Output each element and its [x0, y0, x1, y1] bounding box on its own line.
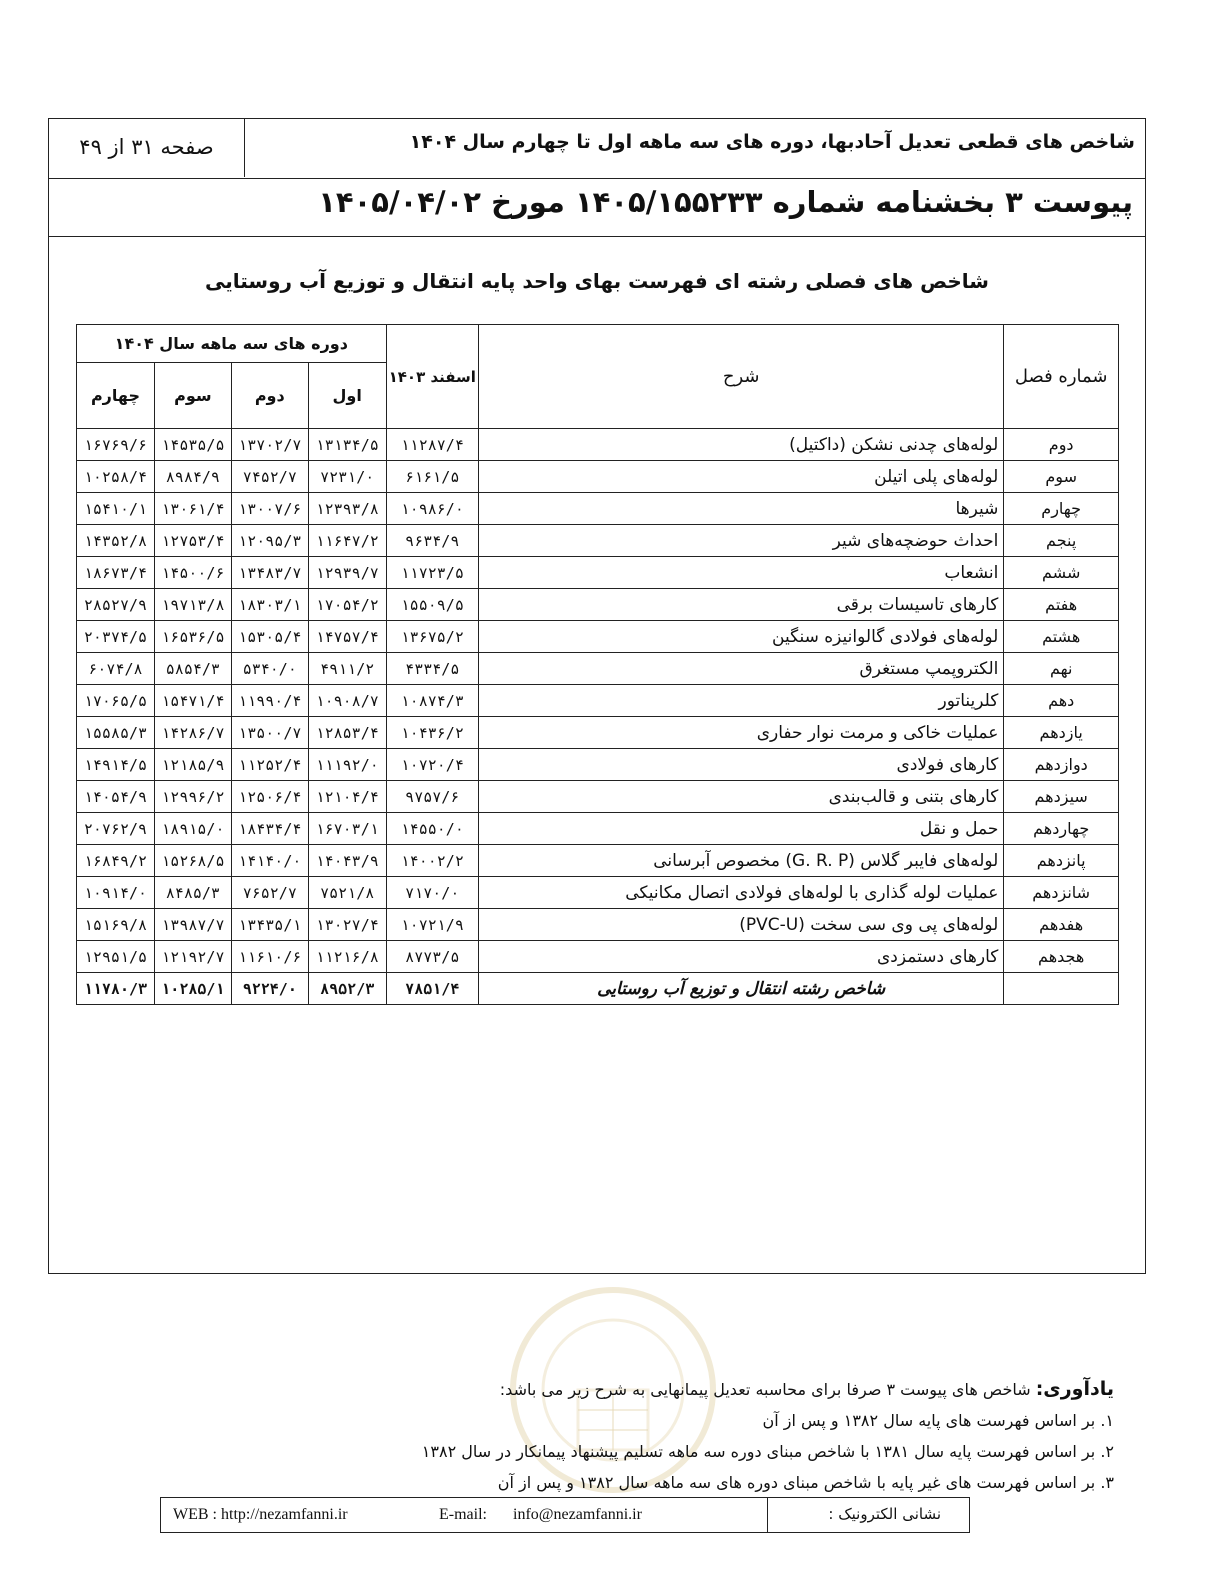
chapter-cell: سیزدهم [1004, 781, 1119, 813]
q3-value-cell: ۱۸۹۱۵/۰ [154, 813, 231, 845]
q3-value-cell: ۱۵۲۶۸/۵ [154, 845, 231, 877]
q4-value-cell: ۱۰۲۵۸/۴ [77, 461, 155, 493]
q2-value-cell: ۱۵۳۰۵/۴ [231, 621, 308, 653]
q3-value-cell: ۱۲۱۸۵/۹ [154, 749, 231, 781]
q2-value-cell: ۱۳۵۰۰/۷ [231, 717, 308, 749]
q1-value-cell: ۱۴۰۴۳/۹ [308, 845, 386, 877]
total-q3-cell: ۱۰۲۸۵/۱ [154, 973, 231, 1005]
base-value-cell: ۹۷۵۷/۶ [386, 781, 478, 813]
base-value-cell: ۱۰۷۲۱/۹ [386, 909, 478, 941]
q3-value-cell: ۵۸۵۴/۳ [154, 653, 231, 685]
description-cell: الکتروپمپ مستغرق [478, 653, 1003, 685]
total-q2-cell: ۹۲۲۴/۰ [231, 973, 308, 1005]
description-cell: لوله‌های پلی اتیلن [478, 461, 1003, 493]
base-value-cell: ۴۳۳۴/۵ [386, 653, 478, 685]
q3-value-cell: ۱۳۹۸۷/۷ [154, 909, 231, 941]
total-description-cell: شاخص رشته انتقال و توزیع آب روستایی [478, 973, 1003, 1005]
q3-value-cell: ۱۹۷۱۳/۸ [154, 589, 231, 621]
base-value-cell: ۱۱۲۸۷/۴ [386, 429, 478, 461]
q2-value-cell: ۱۸۳۰۳/۱ [231, 589, 308, 621]
page-number: صفحه ۳۱ از ۴۹ [49, 119, 245, 177]
q3-value-cell: ۱۲۷۵۳/۴ [154, 525, 231, 557]
address-label: نشانی الکترونیک : [828, 1505, 941, 1523]
table-row [77, 877, 1119, 909]
column-header-q4: چهارم [77, 363, 155, 429]
chapter-cell: یازدهم [1004, 717, 1119, 749]
q4-value-cell: ۱۵۱۶۹/۸ [77, 909, 155, 941]
description-cell: عملیات لوله گذاری با لوله‌های فولادی اتصال مکانیکی [478, 877, 1003, 909]
q1-value-cell: ۱۲۳۹۳/۸ [308, 493, 386, 525]
q4-value-cell: ۶۰۷۴/۸ [77, 653, 155, 685]
q2-value-cell: ۱۳۴۳۵/۱ [231, 909, 308, 941]
description-cell: انشعاب [478, 557, 1003, 589]
notes-section [214, 1374, 1114, 1498]
q4-value-cell: ۱۵۵۸۵/۳ [77, 717, 155, 749]
base-value-cell: ۹۶۳۴/۹ [386, 525, 478, 557]
q1-value-cell: ۱۳۱۳۴/۵ [308, 429, 386, 461]
table-row [77, 621, 1119, 653]
total-base-cell: ۷۸۵۱/۴ [386, 973, 478, 1005]
description-cell: عملیات خاکی و مرمت نوار حفاری [478, 717, 1003, 749]
q1-value-cell: ۷۵۲۱/۸ [308, 877, 386, 909]
description-cell: لوله‌های پی وی سی سخت (PVC-U) [478, 909, 1003, 941]
table-body [77, 429, 1119, 1005]
base-value-cell: ۱۴۰۰۲/۲ [386, 845, 478, 877]
table-row [77, 525, 1119, 557]
chapter-cell: نهم [1004, 653, 1119, 685]
q4-value-cell: ۱۰۹۱۴/۰ [77, 877, 155, 909]
circular-title: پیوست ۳ بخشنامه شماره ۱۴۰۵/۱۵۵۲۳۳ مورخ ۱۴۰۵/۰۴/۰۲ [318, 185, 1133, 219]
q4-value-cell: ۱۲۹۵۱/۵ [77, 941, 155, 973]
email-label: E-mail: [439, 1506, 487, 1523]
q3-value-cell: ۸۴۸۵/۳ [154, 877, 231, 909]
description-cell: حمل و نقل [478, 813, 1003, 845]
q3-value-cell: ۱۳۰۶۱/۴ [154, 493, 231, 525]
q4-value-cell: ۲۰۳۷۴/۵ [77, 621, 155, 653]
table-row [77, 685, 1119, 717]
q1-value-cell: ۴۹۱۱/۲ [308, 653, 386, 685]
base-value-cell: ۱۰۸۷۴/۳ [386, 685, 478, 717]
q4-value-cell: ۱۶۷۶۹/۶ [77, 429, 155, 461]
total-q1-cell: ۸۹۵۲/۳ [308, 973, 386, 1005]
chapter-cell: دهم [1004, 685, 1119, 717]
q1-value-cell: ۱۲۹۳۹/۷ [308, 557, 386, 589]
base-value-cell: ۷۱۷۰/۰ [386, 877, 478, 909]
table-row [77, 461, 1119, 493]
header-row [49, 119, 1145, 179]
description-cell: شیرها [478, 493, 1003, 525]
base-value-cell: ۸۷۷۳/۵ [386, 941, 478, 973]
q3-value-cell: ۱۵۴۷۱/۴ [154, 685, 231, 717]
q2-value-cell: ۱۳۷۰۲/۷ [231, 429, 308, 461]
table-row [77, 749, 1119, 781]
chapter-cell: شانزدهم [1004, 877, 1119, 909]
total-q4-cell: ۱۱۷۸۰/۳ [77, 973, 155, 1005]
q3-value-cell: ۱۴۵۰۰/۶ [154, 557, 231, 589]
description-cell: کارهای فولادی [478, 749, 1003, 781]
q2-value-cell: ۷۶۵۲/۷ [231, 877, 308, 909]
column-header-q2: دوم [231, 363, 308, 429]
chapter-cell: دوازدهم [1004, 749, 1119, 781]
q3-value-cell: ۱۴۵۳۵/۵ [154, 429, 231, 461]
column-header-q1: اول [308, 363, 386, 429]
table-row [77, 653, 1119, 685]
base-value-cell: ۱۱۷۲۳/۵ [386, 557, 478, 589]
table-row [77, 557, 1119, 589]
q2-value-cell: ۱۲۰۹۵/۳ [231, 525, 308, 557]
circular-row [49, 179, 1145, 237]
description-cell: کارهای بتنی و قالب‌بندی [478, 781, 1003, 813]
q4-value-cell: ۱۶۸۴۹/۲ [77, 845, 155, 877]
table-row [77, 813, 1119, 845]
base-value-cell: ۱۰۷۲۰/۴ [386, 749, 478, 781]
description-cell: کارهای دستمزدی [478, 941, 1003, 973]
table-row [77, 941, 1119, 973]
q3-value-cell: ۱۲۱۹۲/۷ [154, 941, 231, 973]
document-title: شاخص های قطعی تعدیل آحادبها، دوره های سه ماهه اول تا چهارم سال ۱۴۰۴ [409, 131, 1135, 153]
chapter-cell: هفتم [1004, 589, 1119, 621]
table-title: شاخص های فصلی رشته ای فهرست بهای واحد پایه انتقال و توزیع آب روستایی [205, 269, 989, 293]
chapter-cell: سوم [1004, 461, 1119, 493]
table-row [77, 717, 1119, 749]
chapter-cell: پانزدهم [1004, 845, 1119, 877]
q1-value-cell: ۱۰۹۰۸/۷ [308, 685, 386, 717]
column-header-base: اسفند ۱۴۰۳ [386, 325, 478, 429]
description-cell: احداث حوضچه‌های شیر [478, 525, 1003, 557]
table-row [77, 493, 1119, 525]
total-chapter-cell [1004, 973, 1119, 1005]
table-row [77, 845, 1119, 877]
notes-item: ۳. بر اساس فهرست های غیر پایه با شاخص مبنای دوره های سه ماهه سال ۱۳۸۲ و پس از آن [497, 1473, 1114, 1492]
q2-value-cell: ۱۱۶۱۰/۶ [231, 941, 308, 973]
notes-item: ۲. بر اساس فهرست پایه سال ۱۳۸۱ با شاخص مبنای دوره سه ماهه تسلیم پیشنهاد پیمانکار در سال ۱۳۸۲ [421, 1442, 1114, 1461]
base-value-cell: ۱۰۴۳۶/۲ [386, 717, 478, 749]
q2-value-cell: ۱۲۵۰۶/۴ [231, 781, 308, 813]
q4-value-cell: ۱۴۹۱۴/۵ [77, 749, 155, 781]
q2-value-cell: ۱۳۰۰۷/۶ [231, 493, 308, 525]
base-value-cell: ۱۳۶۷۵/۲ [386, 621, 478, 653]
description-cell: لوله‌های چدنی نشکن (داکتیل) [478, 429, 1003, 461]
description-cell: کلریناتور [478, 685, 1003, 717]
q1-value-cell: ۱۶۷۰۳/۱ [308, 813, 386, 845]
description-cell: کارهای تاسیسات برقی [478, 589, 1003, 621]
q3-value-cell: ۱۶۵۳۶/۵ [154, 621, 231, 653]
q1-value-cell: ۱۳۰۲۷/۴ [308, 909, 386, 941]
description-cell: لوله‌های فایبر گلاس (G. R. P) مخصوص آبرسانی [478, 845, 1003, 877]
q2-value-cell: ۵۳۴۰/۰ [231, 653, 308, 685]
index-table [76, 324, 1119, 1005]
q2-value-cell: ۱۱۲۵۲/۴ [231, 749, 308, 781]
q1-value-cell: ۱۲۱۰۴/۴ [308, 781, 386, 813]
q1-value-cell: ۱۱۱۹۲/۰ [308, 749, 386, 781]
footer-contact [161, 1498, 768, 1532]
description-cell: لوله‌های فولادی گالوانیزه سنگین [478, 621, 1003, 653]
chapter-cell: چهارم [1004, 493, 1119, 525]
q4-value-cell: ۱۵۴۱۰/۱ [77, 493, 155, 525]
q4-value-cell: ۱۴۰۵۴/۹ [77, 781, 155, 813]
chapter-cell: چهاردهم [1004, 813, 1119, 845]
q4-value-cell: ۱۷۰۶۵/۵ [77, 685, 155, 717]
table-row [77, 781, 1119, 813]
table-row [77, 909, 1119, 941]
q2-value-cell: ۷۴۵۲/۷ [231, 461, 308, 493]
q2-value-cell: ۱۴۱۴۰/۰ [231, 845, 308, 877]
chapter-cell: پنجم [1004, 525, 1119, 557]
q1-value-cell: ۱۷۰۵۴/۲ [308, 589, 386, 621]
notes-intro: شاخص های پیوست ۳ صرفا برای محاسبه تعدیل پیمانهایی به شرح زیر می باشد: [499, 1380, 1031, 1399]
base-value-cell: ۱۴۵۵۰/۰ [386, 813, 478, 845]
email-link[interactable]: info@nezamfanni.ir [513, 1506, 642, 1523]
q1-value-cell: ۱۴۷۵۷/۴ [308, 621, 386, 653]
notes-item: ۱. بر اساس فهرست های پایه سال ۱۳۸۲ و پس از آن [762, 1411, 1114, 1430]
q1-value-cell: ۱۲۸۵۳/۴ [308, 717, 386, 749]
chapter-cell: دوم [1004, 429, 1119, 461]
column-header-chapter: شماره فصل [1004, 325, 1119, 429]
q1-value-cell: ۱۱۶۴۷/۲ [308, 525, 386, 557]
column-header-description: شرح [478, 325, 1003, 429]
base-value-cell: ۶۱۶۱/۵ [386, 461, 478, 493]
q4-value-cell: ۱۸۶۷۳/۴ [77, 557, 155, 589]
base-value-cell: ۱۰۹۸۶/۰ [386, 493, 478, 525]
q2-value-cell: ۱۸۴۳۴/۴ [231, 813, 308, 845]
q2-value-cell: ۱۱۹۹۰/۴ [231, 685, 308, 717]
chapter-cell: ششم [1004, 557, 1119, 589]
column-group-header: دوره های سه ماهه سال ۱۴۰۴ [77, 325, 387, 363]
q4-value-cell: ۲۸۵۲۷/۹ [77, 589, 155, 621]
total-row [77, 973, 1119, 1005]
chapter-cell: هشتم [1004, 621, 1119, 653]
footer [160, 1497, 970, 1533]
chapter-cell: هجدهم [1004, 941, 1119, 973]
website-link[interactable]: WEB : http://nezamfanni.ir [173, 1506, 348, 1523]
q4-value-cell: ۱۴۳۵۲/۸ [77, 525, 155, 557]
column-header-q3: سوم [154, 363, 231, 429]
q1-value-cell: ۷۲۳۱/۰ [308, 461, 386, 493]
q3-value-cell: ۱۴۲۸۶/۷ [154, 717, 231, 749]
table-row [77, 589, 1119, 621]
q2-value-cell: ۱۳۴۸۳/۷ [231, 557, 308, 589]
q1-value-cell: ۱۱۲۱۶/۸ [308, 941, 386, 973]
q4-value-cell: ۲۰۷۶۲/۹ [77, 813, 155, 845]
q3-value-cell: ۱۲۹۹۶/۲ [154, 781, 231, 813]
notes-lead: یادآوری: [1035, 1378, 1114, 1400]
q3-value-cell: ۸۹۸۴/۹ [154, 461, 231, 493]
table-row [77, 429, 1119, 461]
base-value-cell: ۱۵۵۰۹/۵ [386, 589, 478, 621]
chapter-cell: هفدهم [1004, 909, 1119, 941]
